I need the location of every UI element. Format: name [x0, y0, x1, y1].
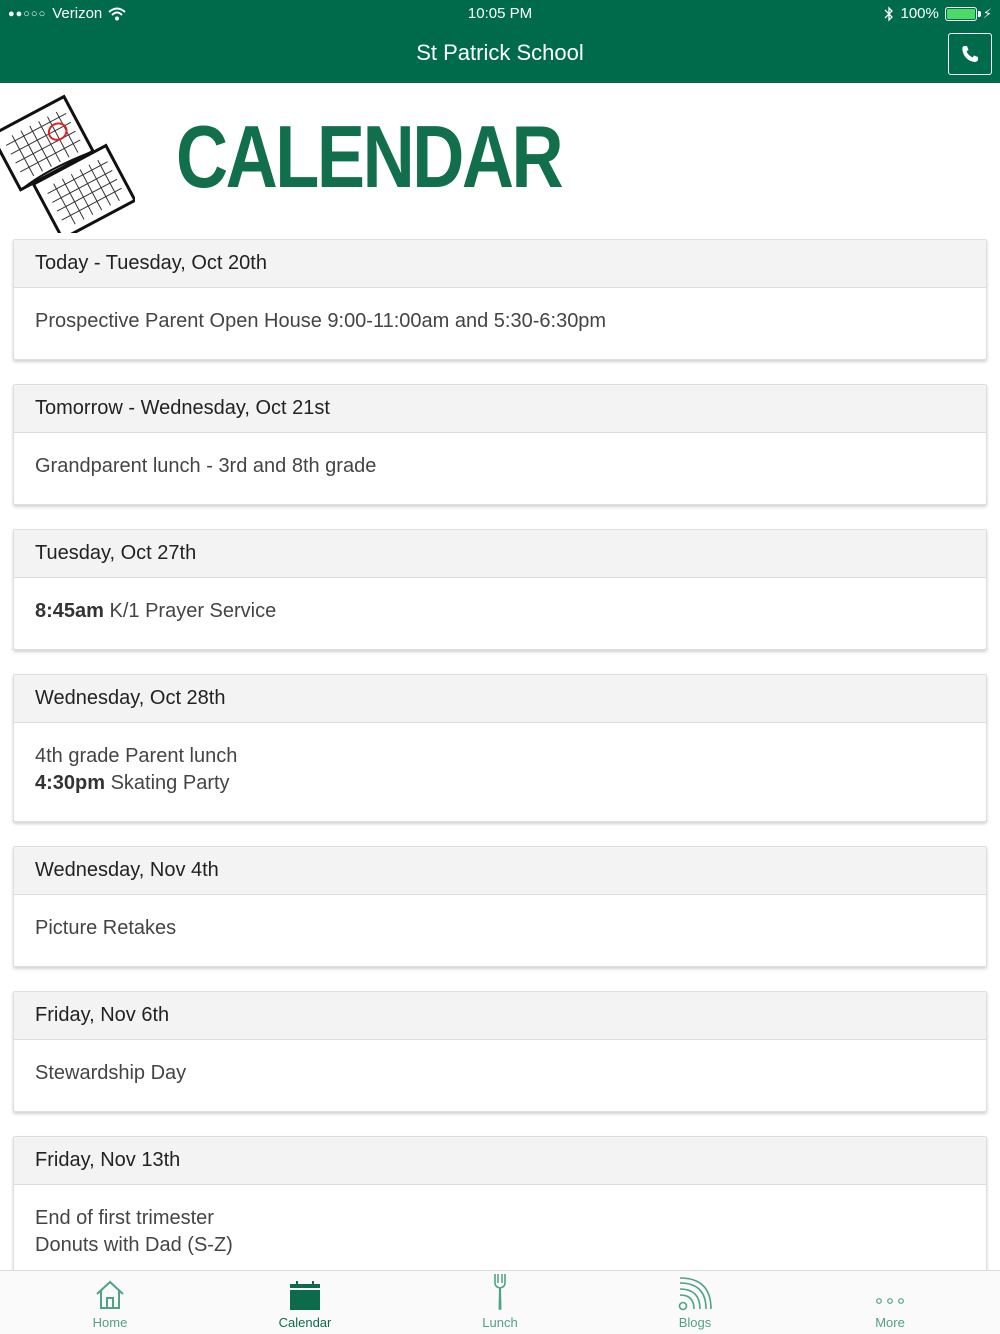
event-text: Picture Retakes [35, 917, 177, 939]
event-date: Tomorrow - Wednesday, Oct 21st [14, 385, 986, 433]
tab-label: Home [92, 1315, 128, 1330]
event-card[interactable] [13, 846, 987, 967]
event-details [14, 895, 986, 966]
battery-label: 100% [900, 5, 939, 22]
event-details [14, 288, 986, 359]
event-line [35, 770, 965, 797]
event-line [35, 598, 965, 625]
event-line [35, 915, 965, 942]
event-line [35, 1232, 965, 1259]
event-line [35, 1205, 965, 1232]
event-text: 4th grade Parent lunch [35, 745, 238, 767]
bluetooth-icon [884, 6, 894, 22]
event-text: Skating Party [110, 772, 230, 794]
top-bar [0, 0, 1000, 83]
event-date: Wednesday, Nov 4th [14, 847, 986, 895]
signal-icon: ●●○○○ [8, 7, 47, 20]
tab-calendar[interactable] [205, 1271, 405, 1334]
charging-icon: ⚡ [982, 5, 992, 21]
event-details [14, 433, 986, 504]
event-date: Tuesday, Oct 27th [14, 530, 986, 578]
event-line [35, 743, 965, 770]
status-time: 10:05 PM [467, 5, 533, 22]
event-time: 8:45am [35, 600, 104, 622]
event-details [14, 723, 986, 821]
event-date: Wednesday, Oct 28th [14, 675, 986, 723]
phone-icon [960, 44, 980, 64]
event-line [35, 1060, 965, 1087]
tab-label: Calendar [278, 1315, 332, 1330]
event-details [14, 578, 986, 649]
tab-blogs[interactable] [595, 1271, 795, 1334]
tab-label: Lunch [482, 1315, 518, 1330]
event-date: Friday, Nov 6th [14, 992, 986, 1040]
tab-label: Blogs [678, 1315, 712, 1330]
event-card[interactable] [13, 239, 987, 360]
calendar-illustration-icon [0, 83, 135, 233]
event-card[interactable] [13, 674, 987, 822]
home-icon [94, 1279, 126, 1311]
tab-lunch[interactable] [400, 1271, 600, 1334]
event-line [35, 308, 965, 335]
event-date: Friday, Nov 13th [14, 1137, 986, 1185]
event-details [14, 1040, 986, 1111]
tab-bar [0, 1270, 1000, 1334]
event-date: Today - Tuesday, Oct 20th [14, 240, 986, 288]
carrier-label: Verizon [52, 5, 103, 22]
event-text: Grandparent lunch - 3rd and 8th grade [35, 455, 377, 477]
event-card[interactable] [13, 384, 987, 505]
status-bar [0, 0, 1000, 28]
event-text: Stewardship Day [35, 1062, 187, 1084]
calendar-banner [0, 83, 1000, 233]
event-card[interactable] [13, 991, 987, 1112]
tab-more[interactable] [790, 1271, 990, 1334]
event-text: End of first trimester [35, 1207, 214, 1229]
battery-icon [945, 7, 977, 21]
page-title: St Patrick School [416, 40, 584, 65]
event-card[interactable] [13, 1136, 987, 1284]
more-icon [875, 1291, 905, 1311]
event-time: 4:30pm [35, 772, 106, 794]
event-line [35, 453, 965, 480]
status-right [884, 5, 992, 22]
event-details [14, 1185, 986, 1283]
event-text: Prospective Parent Open House 9:00-11:00am and 5:30-6:30pm [35, 310, 607, 332]
call-button[interactable] [948, 33, 992, 75]
event-text: Donuts with Dad (S-Z) [35, 1234, 233, 1256]
tab-label: More [875, 1315, 905, 1330]
tab-home[interactable] [10, 1271, 210, 1334]
rss-icon [678, 1277, 712, 1311]
event-list [13, 239, 987, 1308]
event-card[interactable] [13, 529, 987, 650]
calendar-icon [289, 1279, 321, 1311]
event-text: K/1 Prayer Service [109, 600, 277, 622]
calendar-heading: CALENDAR [176, 107, 562, 206]
fork-icon [493, 1273, 507, 1311]
